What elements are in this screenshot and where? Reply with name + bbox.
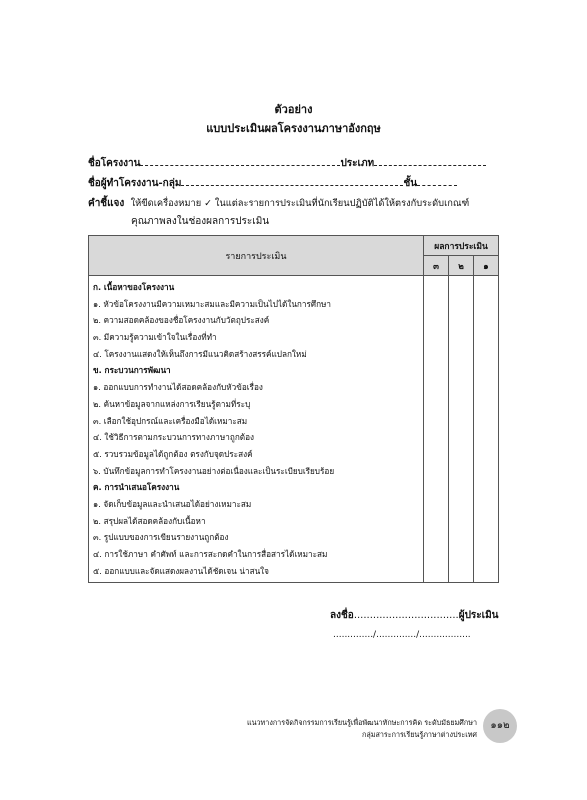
evaluation-item: ๓. มีความรู้ความเข้าใจในเรื่องที่ทำ xyxy=(93,332,217,343)
evaluation-table xyxy=(88,235,499,583)
section-heading: ข. กระบวนการพัฒนา xyxy=(93,365,171,376)
footer-line-2: กลุ่มสาระการเรียนรู้ภาษาต่างประเทศ xyxy=(362,730,477,739)
evaluation-item: ๔. ใช้วิธีการตามกระบวนการทางภาษาถูกต้อง xyxy=(93,432,255,443)
evaluation-item: ๑. ออกแบบการทำงานได้สอดคล้องกับหัวข้อเรื่อง xyxy=(93,382,263,393)
signature-blank: ................................. xyxy=(353,610,459,621)
page-title: ตัวอย่าง xyxy=(274,103,313,116)
instruction-text-1: ให้ขีดเครื่องหมาย ✓ ในแต่ละรายการประเมินที่นักเรียนปฏิบัติได้ให้ตรงกับระดับเกณฑ์ xyxy=(130,198,470,209)
items-header: รายการประเมิน xyxy=(89,236,424,276)
evaluation-item: ๒. ค้นหาข้อมูลจากแหล่งการเรียนรู้ตามที่ระบุ xyxy=(93,398,251,409)
footer-line-1: แนวทางการจัดกิจกรรมการเรียนรู้เพื่อพัฒนาทักษะการคิด ระดับมัธยมศึกษา xyxy=(246,718,477,727)
evaluation-item: ๑. จัดเก็บข้อมูลและนำเสนอได้อย่างเหมาะสม xyxy=(93,498,252,509)
evaluation-item: ๒. สรุปผลได้สอดคล้องกับเนื้อหา xyxy=(93,515,206,526)
score-1-column[interactable] xyxy=(474,276,499,583)
project-name-label: ชื่อโครงงาน xyxy=(88,158,141,169)
score-2-header: ๒ xyxy=(449,256,474,276)
type-blank xyxy=(374,157,486,166)
score-3-header: ๓ xyxy=(424,256,449,276)
instruction-label: คำชี้แจง xyxy=(88,198,125,209)
sign-prefix: ลงชื่อ xyxy=(330,610,354,621)
evaluation-item: ๖. บันทึกข้อมูลการทำโครงงานอย่างต่อเนื่องและเป็นระเบียบเรียบร้อย xyxy=(93,465,335,476)
class-label: ชั้น xyxy=(403,178,418,189)
owner-label: ชื่อผู้ทำโครงงาน-กลุ่ม xyxy=(88,178,182,189)
score-3-column[interactable] xyxy=(424,276,449,583)
instruction-text-2: คุณภาพลงในช่องผลการประเมิน xyxy=(131,216,270,227)
evaluation-item: ๕. รวบรวมข้อมูลได้ถูกต้อง ตรงกับจุดประสงค์ xyxy=(93,448,253,459)
form-title: แบบประเมินผลโครงงานภาษาอังกฤษ xyxy=(206,122,381,135)
score-1-header: ๑ xyxy=(474,256,499,276)
project-name-row xyxy=(88,156,486,171)
evaluation-item: ๓. เลือกใช้อุปกรณ์และเครื่องมือได้เหมาะสม xyxy=(93,415,248,426)
project-name-blank xyxy=(140,157,340,166)
evaluation-item: ๕. ออกแบบและจัดแสดงผลงานได้ชัดเจน น่าสนใจ xyxy=(93,565,269,576)
date-line: ............../............../.................. xyxy=(333,630,471,640)
section-heading: ค. การนำเสนอโครงงาน xyxy=(93,482,180,493)
instruction-row xyxy=(88,196,469,211)
evaluation-item: ๔. การใช้ภาษา คำศัพท์ และการสะกดคำในการสื่อสารได้เหมาะสม xyxy=(93,549,328,559)
section-heading: ก. เนื้อหาของโครงงาน xyxy=(93,282,175,292)
signature-line xyxy=(330,608,499,623)
sign-suffix: ผู้ประเมิน xyxy=(458,610,499,621)
evaluation-item: ๓. รูปแบบของการเขียนรายงานถูกต้อง xyxy=(93,532,229,543)
type-label: ประเภท xyxy=(340,158,375,169)
page-number: ๑๑๒ xyxy=(483,709,517,743)
class-blank xyxy=(417,177,457,186)
owner-row xyxy=(88,176,457,191)
owner-blank xyxy=(181,177,403,186)
items-cell xyxy=(89,276,424,583)
evaluation-item: ๔. โครงงานแสดงให้เห็นถึงการมีแนวคิดสร้างสรรค์แปลกใหม่ xyxy=(93,348,307,359)
evaluation-item: ๒. ความสอดคล้องของชื่อโครงงานกับวัตถุประสงค์ xyxy=(93,315,270,326)
score-2-column[interactable] xyxy=(449,276,474,583)
result-header: ผลการประเมิน xyxy=(424,236,499,256)
evaluation-item: ๑. หัวข้อโครงงานมีความเหมาะสมและมีความเป็นไปได้ในการศึกษา xyxy=(93,298,332,309)
